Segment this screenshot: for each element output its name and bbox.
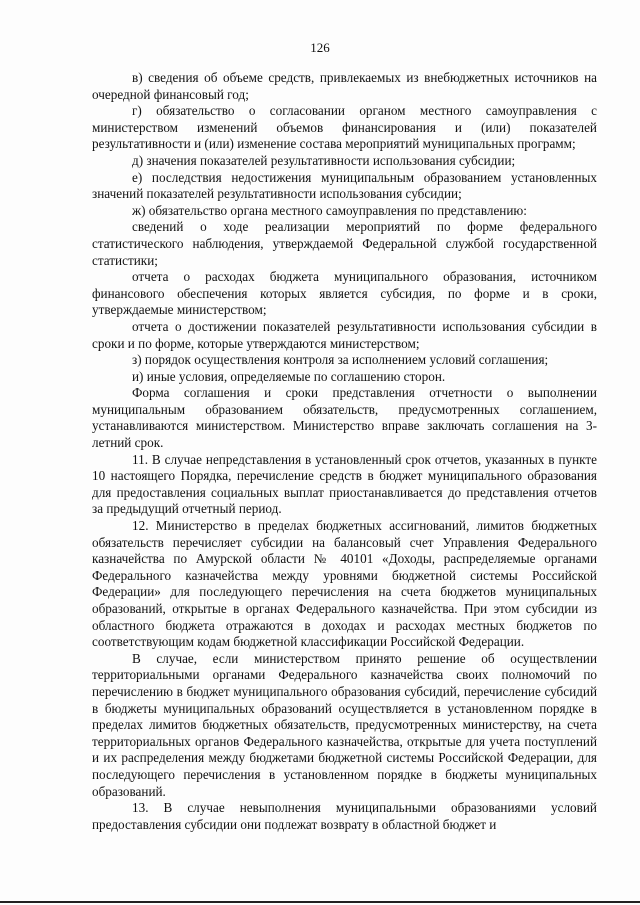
paragraph-11: 11. В случае непредставления в установленный срок отчетов, указанных в пункте 10 настоящего Порядка, перечисление средств в бюджет муниципального образования для предоставления социальных выплат приостанавливается до представления отчетов за предыдущий отчетный период. <box>92 451 597 517</box>
paragraph-z: з) порядок осуществления контроля за исполнением условий соглашения; <box>132 352 549 368</box>
paragraph-12-case: В случае, если министерством принято решение об осуществлении территориальными органами Федерального казначейства своих полномочий по перечислению в бюджет муниципального образования субсидий, перечисление субсидий в бюджеты муниципальных образований осуществляется в установленном порядке в пределах лимитов бюджетных обязательств, предусмотренных министерству, на счета территориальных органов Федерального казначейства, открытые для учета поступлений и их распределения между бюджетами бюджетной системы Российской Федерации, для последующего перечисления в установленном порядке в бюджеты муниципальных образований. <box>92 650 597 799</box>
page-bottom-edge <box>0 901 640 903</box>
paragraph-zh-1: сведений о ходе реализации мероприятий по форме федерального статистического наблюдения, утверждаемой Федеральной службой государственной статистики; <box>92 219 597 268</box>
paragraph-g: г) обязательство о согласовании органом местного самоуправления с министерством изменений объемов финансирования и (или) показателей результативности и (или) изменение состава мероприятий муниципальных программ; <box>92 103 597 152</box>
paragraph-e: е) последствия недостижения муниципальным образованием установленных значений показателей результативности использования субсидии; <box>92 169 597 202</box>
paragraph-v: в) сведения об объеме средств, привлекаемых из внебюджетных источников на очередной финансовый год; <box>92 70 597 102</box>
paragraph-d: д) значения показателей результативности использования субсидии; <box>132 152 516 168</box>
paragraph-i: и) иные условия, определяемые по соглашению сторон. <box>132 368 446 384</box>
page-body <box>92 70 597 833</box>
page-number: 126 <box>310 40 330 55</box>
paragraph-zh: ж) обязательство органа местного самоуправления по представлению: <box>132 202 527 218</box>
paragraph-form: Форма соглашения и сроки представления отчетности о выполнении муниципальным образованием обязательств, предусмотренных соглашением, устанавливаются министерством. Министерство вправе заключать соглашения на 3-летний срок. <box>92 385 597 451</box>
paragraph-12: 12. Министерство в пределах бюджетных ассигнований, лимитов бюджетных обязательств перечисляет субсидии на балансовый счет Управления Федерального казначейства по Амурской области № 40101 «Доходы, распределяемые органами Федерального казначейства между уровнями бюджетной системы Российской Федерации» для последующего перечисления на счета бюджетов муниципальных образований, открытые в органах Федерального казначейства. При этом субсидии из областного бюджета отражаются в доходах и расходах местных бюджетов по соответствующим кодам бюджетной классификации Российской Федерации. <box>92 518 597 650</box>
paragraph-zh-3: отчета о достижении показателей результативности использования субсидии в сроки и по форме, которые утверждаются министерством; <box>92 318 597 351</box>
paragraph-zh-2: отчета о расходах бюджета муниципального образования, источником финансового обеспечения которых является субсидия, по форме и в сроки, утверждаемые министерством; <box>92 269 597 318</box>
paragraph-13: 13. В случае невыполнения муниципальными образованиями условий предоставления субсидии они подлежат возврату в областной бюджет и <box>92 800 597 832</box>
